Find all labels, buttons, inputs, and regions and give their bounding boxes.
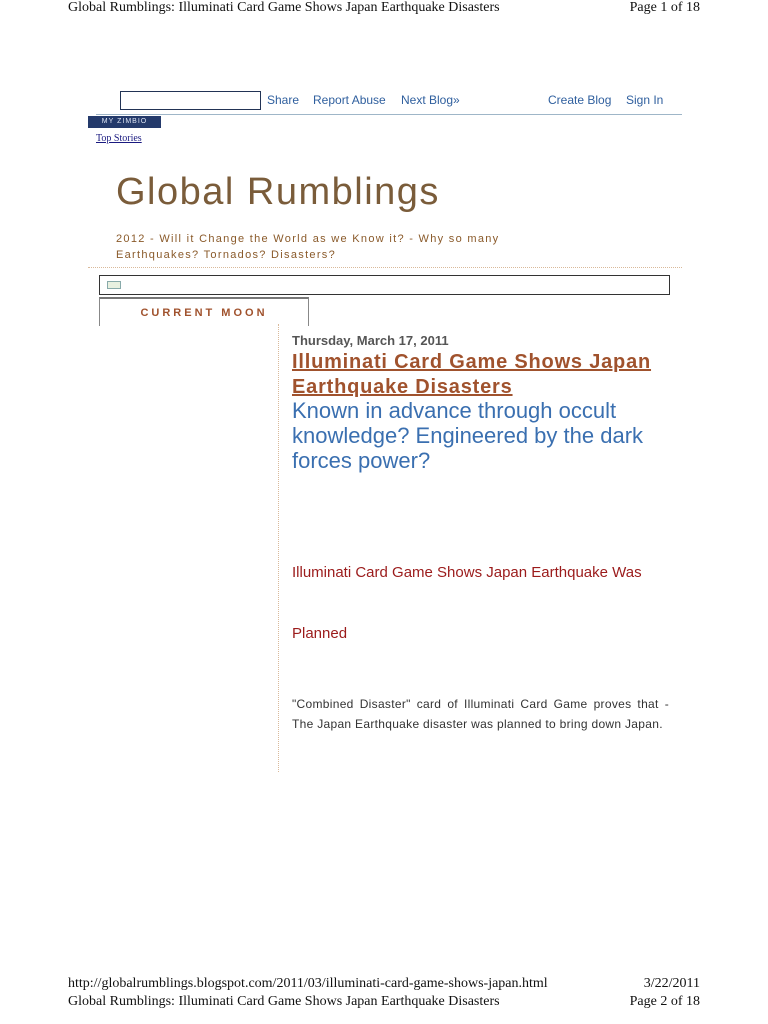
current-moon-widget [99,297,309,326]
post-heading-line-2: Planned [292,625,348,642]
print-footer-page: Page 2 of 18 [629,994,700,1009]
sign-in-link[interactable]: Sign In [626,93,664,107]
share-link[interactable]: Share [267,93,300,107]
blog-description: 2012 - Will it Change the World as we Know it? - Why so many Earthquakes? Tornados? Disasters? [116,233,500,261]
post-heading-line-1: Illuminati Card Game Shows Japan Earthquake Was [292,564,642,581]
header-divider [88,267,682,268]
sidebar-divider [278,324,279,772]
top-stories-link[interactable]: Top Stories [96,133,142,144]
current-moon-label: CURRENT MOON [140,307,268,319]
print-footer [68,976,700,1012]
create-blog-link[interactable]: Create Blog [548,93,612,107]
navbar-search-input[interactable] [120,91,261,110]
blogger-navbar [96,90,682,115]
print-footer-url: http://globalrumblings.blogspot.com/2011/03/illuminati-card-game-shows-japan.html [68,976,548,991]
zimbio-badge[interactable]: MY ZIMBIO [88,116,161,128]
print-header [68,0,700,18]
print-footer-title: Global Rumblings: Illuminati Card Game Shows Japan Earthquake Disasters [68,994,500,1009]
post-date: Thursday, March 17, 2011 [292,333,449,348]
next-blog-link[interactable]: Next Blog» [401,93,460,107]
print-header-page: Page 1 of 18 [629,0,700,15]
blog-title[interactable]: Global Rumblings [116,171,440,213]
report-abuse-link[interactable]: Report Abuse [313,93,386,107]
post-title-link[interactable]: Illuminati Card Game Shows Japan Earthquake Disasters [292,351,652,398]
widget-bar [99,275,670,295]
print-header-title: Global Rumblings: Illuminati Card Game Shows Japan Earthquake Disasters [68,0,500,15]
broken-image-icon [107,281,121,289]
post-body-text: "Combined Disaster" card of Illuminati Card Game proves that - The Japan Earthquake disaster was planned to bring down Japan. [292,697,669,731]
post-subtitle: Known in advance through occult knowledge? Engineered by the dark forces power? [292,398,644,473]
print-footer-date: 3/22/2011 [643,976,700,991]
